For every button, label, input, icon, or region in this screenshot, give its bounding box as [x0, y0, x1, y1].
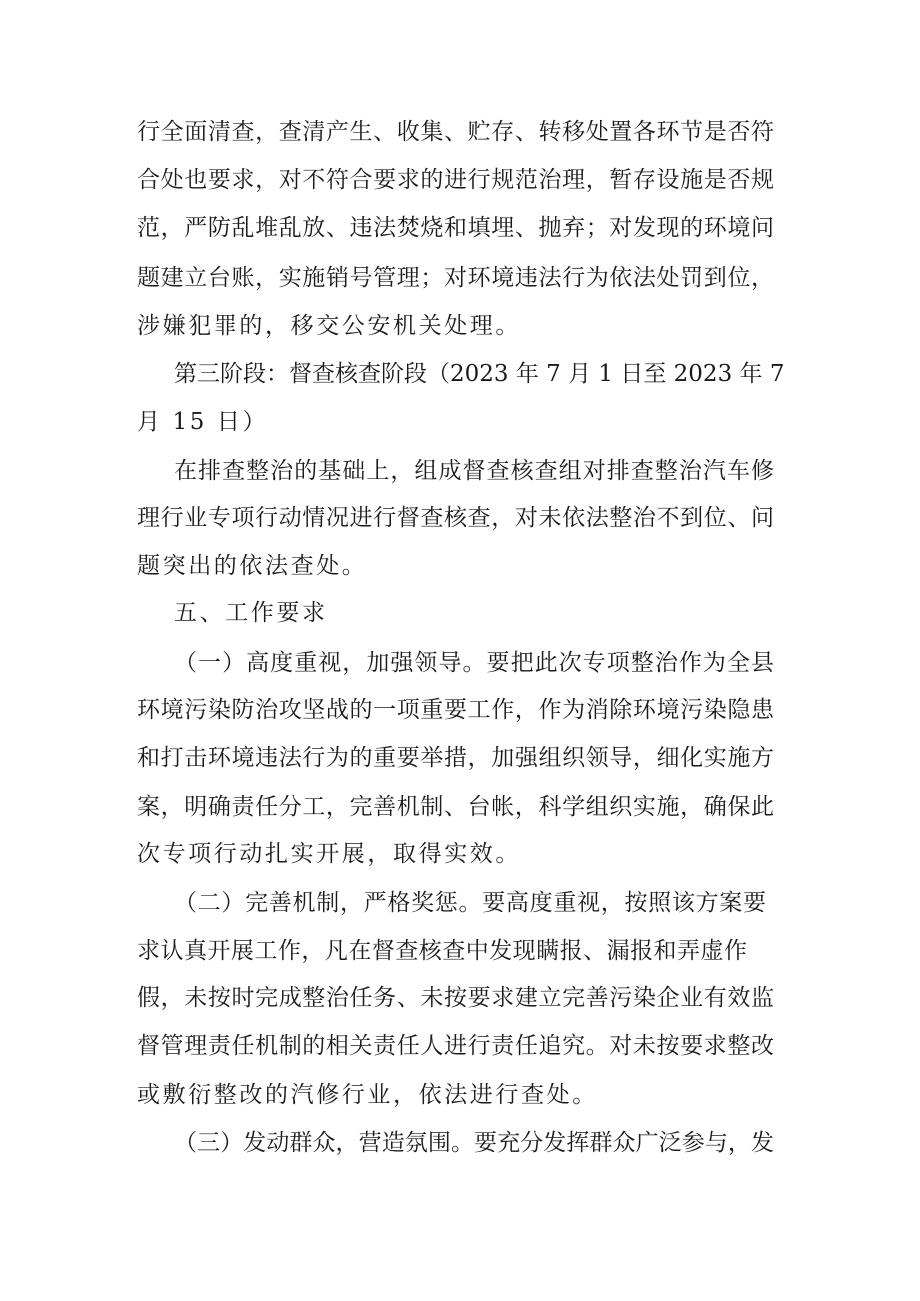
text-line: 范，严防乱堆乱放、违法焚烧和填埋、抛弃；对发现的环境问 — [137, 215, 774, 241]
text-line: 理行业专项行动情况进行督查核查，对未依法整治不到位、问 — [137, 505, 774, 531]
section-heading: 第三阶段：督查核查阶段（2023 年 7 月 1 日至 2023 年 7 — [174, 361, 785, 387]
text-line: 督管理责任机制的相关责任人进行责任追究。对未按要求整改 — [137, 1033, 774, 1059]
text-line: 题建立台账，实施销号管理；对环境违法行为依法处罚到位， — [137, 265, 774, 291]
text-line: （一）高度重视，加强领导。要把此次专项整治作为全县 — [174, 650, 774, 676]
text-line: 求认真开展工作，凡在督查核查中发现瞒报、漏报和弄虚作 — [137, 938, 747, 964]
text-line: 合处也要求，对不符合要求的进行规范治理，暂存设施是否规 — [137, 167, 774, 193]
section-heading: 五、工作要求 — [174, 600, 328, 626]
section-heading-cont: 月 15 日） — [137, 409, 269, 435]
text-line: 案，明确责任分工，完善机制、台帐，科学组织实施，确保此 — [137, 794, 774, 820]
text-line: 在排查整治的基础上，组成督查核查组对排查整治汽车修 — [174, 458, 774, 484]
text-line: 或敷衍整改的汽修行业，依法进行查处。 — [137, 1082, 598, 1108]
text-line: （三）发动群众，营造氛围。要充分发挥群众广泛参与，发 — [174, 1130, 774, 1156]
text-line: 和打击环境违法行为的重要举措，加强组织领导，细化实施方 — [137, 745, 774, 771]
text-line: 次专项行动扎实开展，取得实效。 — [137, 841, 521, 867]
text-line: 假，未按时完成整治任务、未按要求建立完善污染企业有效监 — [137, 985, 774, 1011]
text-line: （二）完善机制，严格奖惩。要高度重视，按照该方案要 — [174, 890, 766, 916]
text-line: 涉嫌犯罪的，移交公安机关处理。 — [137, 313, 521, 339]
text-line: 题突出的依法查处。 — [137, 553, 368, 579]
text-line: 环境污染防治攻坚战的一项重要工作，作为消除环境污染隐患 — [137, 697, 774, 723]
text-line: 行全面清查，查清产生、收集、贮存、转移处置各环节是否符 — [137, 119, 774, 145]
